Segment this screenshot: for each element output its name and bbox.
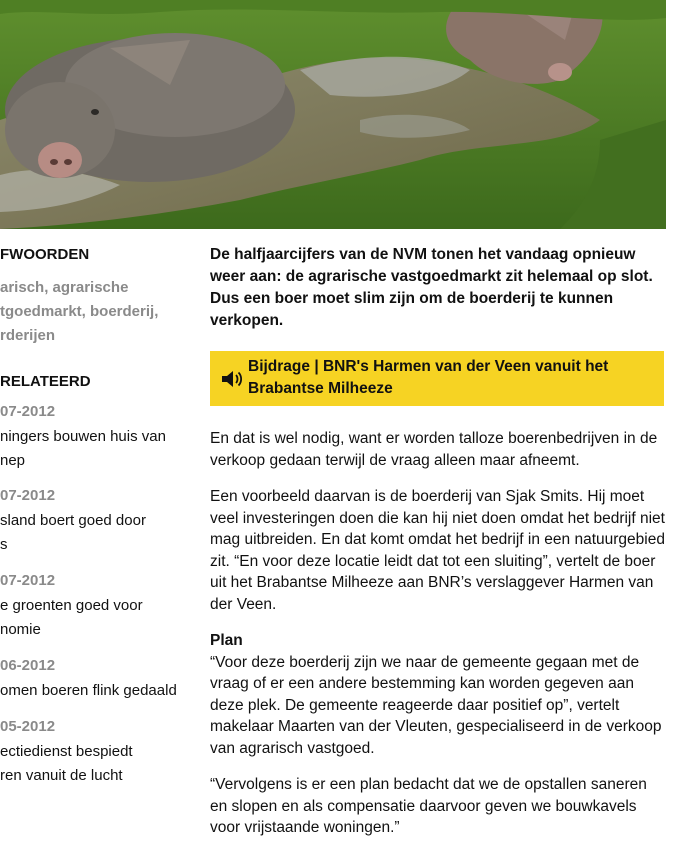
keywords-heading: FWOORDEN	[0, 246, 90, 263]
related-item[interactable]	[0, 571, 200, 642]
related-title-link[interactable]	[0, 509, 200, 557]
related-title-line[interactable]: ningers bouwen huis van	[0, 428, 166, 445]
article-section	[210, 630, 666, 759]
pigs-in-mud-photo	[0, 0, 666, 229]
related-title-line[interactable]: nep	[0, 452, 26, 469]
related-date: 05-2012	[0, 718, 56, 735]
article-body	[210, 244, 666, 836]
section-subheading: Plan	[210, 632, 243, 649]
related-title-line[interactable]: s	[0, 536, 8, 553]
related-title-line[interactable]: ectiedienst bespiedt	[0, 743, 133, 760]
related-title-link[interactable]	[0, 425, 200, 473]
related-title-line[interactable]: e groenten goed voor	[0, 597, 143, 614]
article-paragraph: “Voor deze boerderij zijn we naar de gemeente gegaan met de vraag of er een andere bestemming kan worden gegeven aan deze plek. De gemeente reageerde daar positief op”, vertelt makelaar Maarten van der Vleuten, gespecialiseerd in de verkoop van agrarisch vastgoed.	[210, 653, 662, 757]
related-title-link[interactable]	[0, 594, 200, 642]
related-item[interactable]	[0, 717, 200, 788]
keyword-link[interactable]: rderijen	[0, 327, 56, 344]
related-item[interactable]	[0, 486, 200, 557]
keyword-link[interactable]: arisch, agrarische	[0, 279, 129, 296]
audio-label[interactable]: Bijdrage | BNR's Harmen van der Veen vanuit het Brabantse Milheeze	[248, 358, 609, 397]
related-title-line[interactable]: sland boert goed door	[0, 512, 146, 529]
related-date: 07-2012	[0, 487, 56, 504]
audio-player-button[interactable]	[210, 351, 664, 406]
article-paragraph: “Vervolgens is er een plan bedacht dat we de opstallen saneren en slopen en als compensatie daarvoor geven we bouwkavels voor vrijstaande woningen.”	[210, 776, 647, 836]
related-date: 06-2012	[0, 657, 56, 674]
related-heading: RELATEERD	[0, 373, 91, 390]
hero-image	[0, 0, 666, 229]
related-date: 07-2012	[0, 403, 56, 420]
related-title-line[interactable]: omen boeren flink gedaald	[0, 682, 177, 699]
related-title-link[interactable]	[0, 740, 200, 788]
article-lead: De halfjaarcijfers van de NVM tonen het vandaag opnieuw weer aan: de agrarische vastgoedmarkt zit helemaal op slot. Dus een boer moet slim zijn om de boerderij te kunnen verkopen.	[210, 246, 653, 329]
related-title-link[interactable]	[0, 679, 200, 703]
related-item[interactable]	[0, 402, 200, 473]
related-title-line[interactable]: ren vanuit de lucht	[0, 767, 123, 784]
related-title-line[interactable]: nomie	[0, 621, 41, 638]
keywords-list	[0, 276, 200, 348]
article-paragraph: En dat is wel nodig, want er worden talloze boerenbedrijven in de verkoop gedaan terwijl de vraag alleen maar afneemt.	[210, 430, 658, 469]
article-paragraph: Een voorbeeld daarvan is de boerderij van Sjak Smits. Hij moet veel investeringen doen die kan hij niet doen omdat het bedrijf niet mag uitbreiden. En dat komt omdat het bedrijf in een natuurgebied zit. “En voor deze locatie leidt dat tot een sluiting”, vertelt de boer uit het Brabantse Milheeze aan BNR’s verslaggever Harmen van der Veen.	[210, 488, 665, 613]
speaker-icon[interactable]	[221, 369, 243, 394]
related-item[interactable]	[0, 656, 200, 703]
related-date: 07-2012	[0, 572, 56, 589]
keyword-link[interactable]: tgoedmarkt, boerderij,	[0, 303, 159, 320]
